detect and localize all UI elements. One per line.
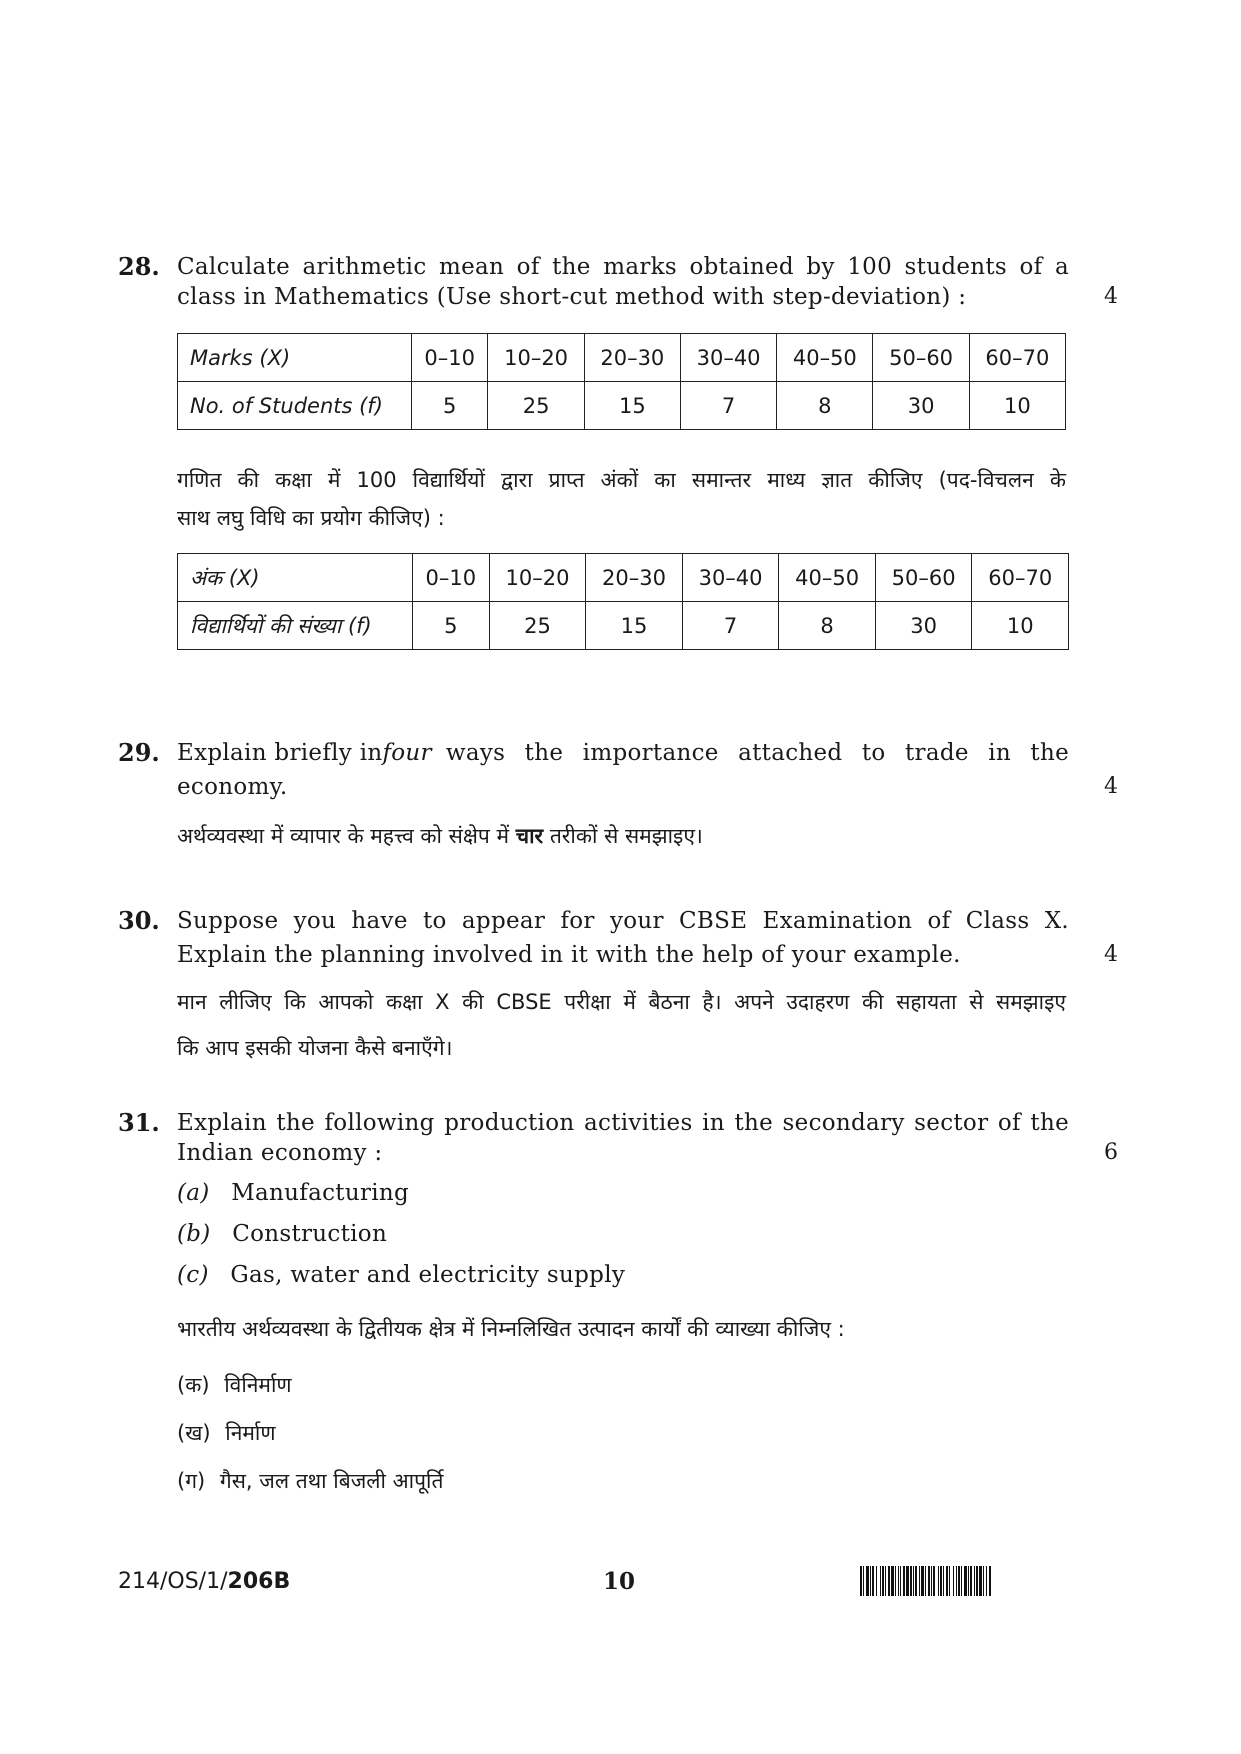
table-cell: 0–10: [412, 334, 488, 382]
item-text: गैस, जल तथा बिजली आपूर्ति: [219, 1469, 444, 1493]
q29-text-b: ways the importance attached to trade in the: [445, 740, 1069, 766]
item-text: निर्माण: [225, 1421, 276, 1445]
list-item: [177, 1418, 276, 1448]
table-cell: 40–50: [779, 554, 876, 602]
q31-marks: 6: [1104, 1140, 1118, 1165]
table-cell: 10: [969, 382, 1065, 430]
q30-english-line-1: Suppose you have to appear for your CBSE Examination of Class X.: [177, 908, 1069, 934]
page-number: 10: [603, 1568, 636, 1595]
q29-english-line-2: economy.: [177, 774, 288, 800]
item-text: Construction: [232, 1221, 388, 1247]
item-letter: (क): [177, 1373, 210, 1397]
table-cell: 30–40: [682, 554, 779, 602]
barcode-bar: [991, 1566, 992, 1596]
item-letter: (c): [177, 1262, 209, 1288]
table-cell: 25: [489, 602, 586, 650]
q30-hindi-line-1: मान लीजिए कि आपको कक्षा X की CBSE परीक्षा में बैठना है। अपने उदाहरण की सहायता से समझाइए: [177, 990, 1066, 1014]
table-row: [178, 602, 1069, 650]
q28-english-line-1: Calculate arithmetic mean of the marks obtained by 100 students of a: [177, 254, 1069, 280]
table-cell: 30–40: [680, 334, 776, 382]
table-cell: 10–20: [488, 334, 584, 382]
table-cell: 50–60: [875, 554, 972, 602]
list-item: [177, 1178, 409, 1208]
q28-english-line-2: class in Mathematics (Use short-cut method with step-deviation) :: [177, 284, 967, 310]
question-number-29: 29.: [118, 738, 160, 767]
table-cell: 0–10: [413, 554, 490, 602]
table-cell: 5: [412, 382, 488, 430]
list-item: [177, 1466, 443, 1496]
table-cell: 10: [972, 602, 1069, 650]
table-label-marks-hindi: अंक (X): [178, 554, 413, 602]
barcode: [860, 1566, 1120, 1596]
list-item: [177, 1219, 387, 1249]
table-cell: 25: [488, 382, 584, 430]
q28-hindi-line-2: साथ लघु विधि का प्रयोग कीजिए) :: [177, 506, 445, 530]
table-cell: 50–60: [873, 334, 969, 382]
paper-code-prefix: 214/OS/1/: [118, 1569, 228, 1594]
table-row: [178, 382, 1066, 430]
table-cell: 15: [586, 602, 683, 650]
table-cell: 7: [680, 382, 776, 430]
table-cell: 7: [682, 602, 779, 650]
table-cell: 20–30: [584, 334, 680, 382]
q31-english-line-2: Indian economy :: [177, 1140, 383, 1166]
question-number-28: 28.: [118, 252, 160, 281]
q29-text-a: Explain briefly in: [177, 740, 383, 766]
q31-hindi-line: भारतीय अर्थव्यवस्था के द्वितीयक क्षेत्र में निम्नलिखित उत्पादन कार्यों की व्याख्या कीजिए :: [177, 1317, 845, 1341]
table-cell: 20–30: [586, 554, 683, 602]
q31-english-line-1: Explain the following production activities in the secondary sector of the: [177, 1110, 1069, 1136]
question-number-31: 31.: [118, 1108, 160, 1137]
table-cell: 15: [584, 382, 680, 430]
table-cell: 10–20: [489, 554, 586, 602]
table-cell: 8: [779, 602, 876, 650]
item-letter: (a): [177, 1180, 210, 1206]
list-item: [177, 1260, 625, 1290]
q28-marks: 4: [1104, 284, 1118, 309]
table-label-students-hindi: विद्यार्थियों की संख्या (f): [178, 602, 413, 650]
table-cell: 30: [875, 602, 972, 650]
item-letter: (ख): [177, 1421, 211, 1445]
q29-hindi-bold: चार: [515, 824, 544, 848]
item-text: Gas, water and electricity supply: [230, 1262, 626, 1288]
table-label-marks: Marks (X): [178, 334, 412, 382]
q29-hindi-b: तरीकों से समझाइए।: [549, 824, 703, 848]
table-cell: 8: [777, 382, 873, 430]
item-letter: (ग): [177, 1469, 206, 1493]
table-cell: 60–70: [969, 334, 1065, 382]
item-letter: (b): [177, 1221, 211, 1247]
q30-english-line-2: Explain the planning involved in it with the help of your example.: [177, 942, 961, 968]
table-row: [178, 554, 1069, 602]
table-cell: 60–70: [972, 554, 1069, 602]
paper-code: [118, 1569, 290, 1594]
table-label-students: No. of Students (f): [178, 382, 412, 430]
q30-marks: 4: [1104, 942, 1118, 967]
item-text: Manufacturing: [231, 1180, 410, 1206]
q29-hindi: [177, 821, 1077, 851]
q28-table-english: [177, 333, 1066, 430]
q29-marks: 4: [1104, 774, 1118, 799]
list-item: [177, 1370, 292, 1400]
q30-hindi-line-2: कि आप इसकी योजना कैसे बनाएँगे।: [177, 1036, 453, 1060]
paper-code-bold: 206B: [227, 1569, 291, 1594]
table-row: [178, 334, 1066, 382]
q29-emphasis: four: [382, 740, 432, 766]
item-text: विनिर्माण: [224, 1373, 292, 1397]
table-cell: 40–50: [777, 334, 873, 382]
table-cell: 30: [873, 382, 969, 430]
question-number-30: 30.: [118, 906, 160, 935]
q28-table-hindi: [177, 553, 1069, 650]
q28-hindi-line-1: गणित की कक्षा में 100 विद्यार्थियों द्वारा प्राप्त अंकों का समान्तर माध्य ज्ञात कीजिए (पद-विचलन के: [177, 468, 1066, 492]
table-cell: 5: [413, 602, 490, 650]
q29-english-line-1: [177, 738, 1069, 768]
q29-hindi-a: अर्थव्यवस्था में व्यापार के महत्त्व को संक्षेप में: [177, 824, 510, 848]
